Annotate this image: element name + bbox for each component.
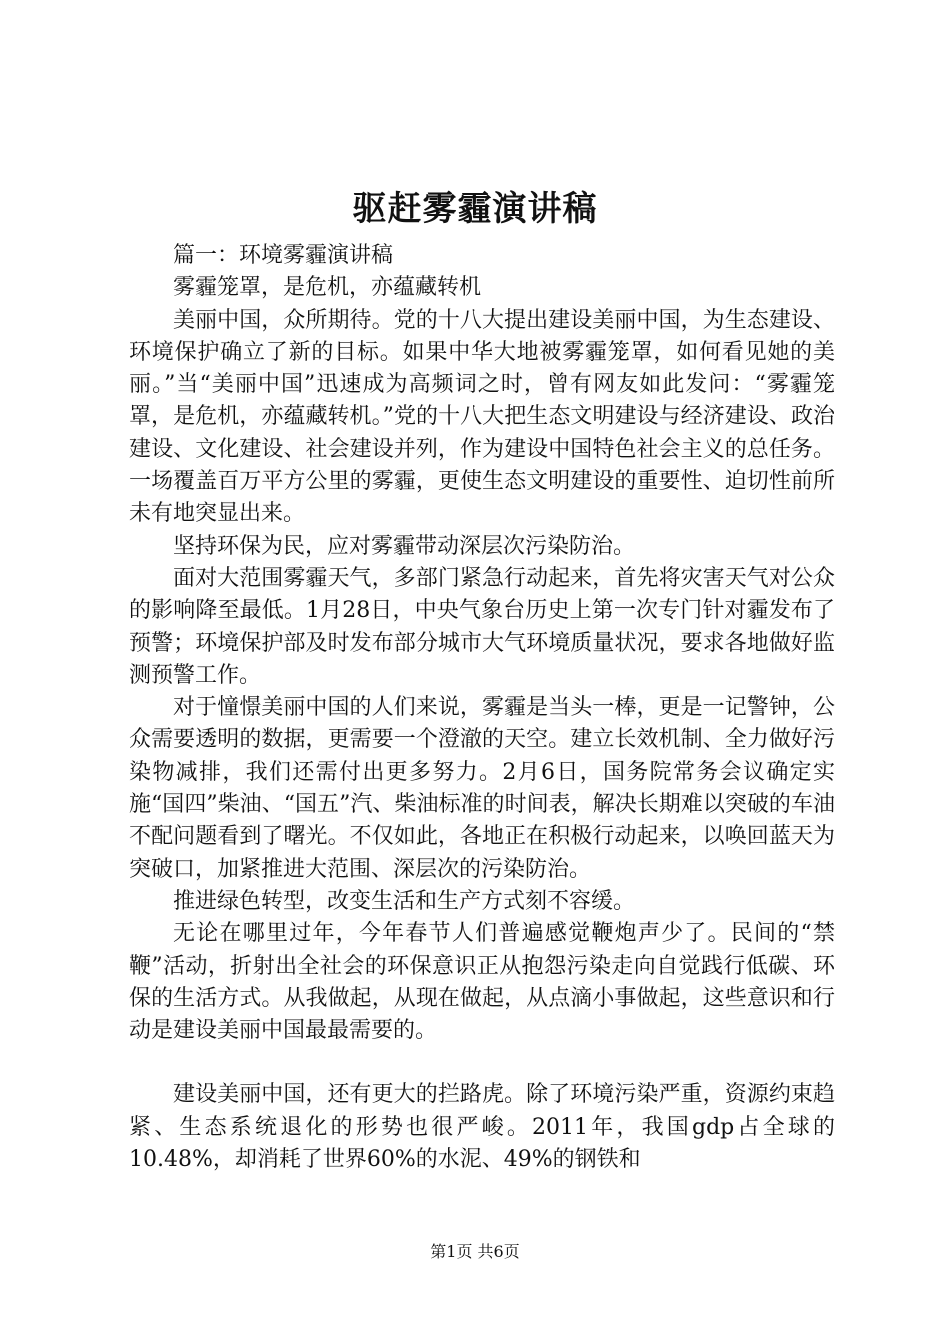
paragraph: 无论在哪里过年，今年春节人们普遍感觉鞭炮声少了。民间的“禁鞭”活动，折射出全社会的环保意识正从抱怨污染走向自觉践行低碳、环保的生活方式。从我做起，从现在做起，从点滴小事做起，这些意识和行动是建设美丽中国最最需要的。 (129, 921, 835, 1044)
document-title: 驱赶雾霾演讲稿 (352, 189, 598, 229)
document-body (129, 240, 835, 1176)
paragraph: 建设美丽中国，还有更大的拦路虎。除了环境污染严重，资源约束趋紧、生态系统退化的形势也很严峻。2011年，我国gdp占全球的10.48%，却消耗了世界60%的水泥、49%的钢铁和 (129, 1082, 835, 1173)
paragraph: 推进绿色转型，改变生活和生产方式刻不容缓。 (173, 888, 636, 914)
paragraph: 篇一：环境雾霾演讲稿 (173, 243, 394, 268)
paragraph: 雾霾笼罩，是危机，亦蕴藏转机 (173, 275, 482, 301)
page-footer: 第1页 共6页 (430, 1242, 520, 1261)
paragraph: 坚持环保为民，应对雾霾带动深层次污染防治。 (173, 533, 636, 559)
paragraph: 美丽中国，众所期待。党的十八大提出建设美丽中国，为生态建设、环境保护确立了新的目标。如果中华大地被雾霾笼罩，如何看见她的美丽。”当“美丽中国”迅速成为高频词之时，曾有网友如此发问：“雾霾笼罩，是危机，亦蕴藏转机。”党的十八大把生态文明建设与经济建设、政治建设、文化建设、社会建设并列，作为建设中国特色社会主义的总任务。一场覆盖百万平方公里的雾霾，更使生态文明建设的重要性、迫切性前所未有地突显出来。 (129, 307, 835, 527)
paragraph-gap (129, 1047, 835, 1079)
paragraph: 面对大范围雾霾天气，多部门紧急行动起来，首先将灾害天气对公众的影响降至最低。1月28日，中央气象台历史上第一次专门针对霾发布了预警；环境保护部及时发布部分城市大气环境质量状况，要求各地做好监测预警工作。 (129, 565, 835, 688)
paragraph: 对于憧憬美丽中国的人们来说，雾霾是当头一棒，更是一记警钟，公众需要透明的数据，更需要一个澄澈的天空。建立长效机制、全力做好污染物减排，我们还需付出更多努力。2月6日，国务院常务会议确定实施“国四”柴油、“国五”汽、柴油标准的时间表，解决长期难以突破的车油不配问题看到了曙光。不仅如此，各地正在积极行动起来，以唤回蓝天为突破口，加紧推进大范围、深层次的污染防治。 (129, 695, 835, 882)
